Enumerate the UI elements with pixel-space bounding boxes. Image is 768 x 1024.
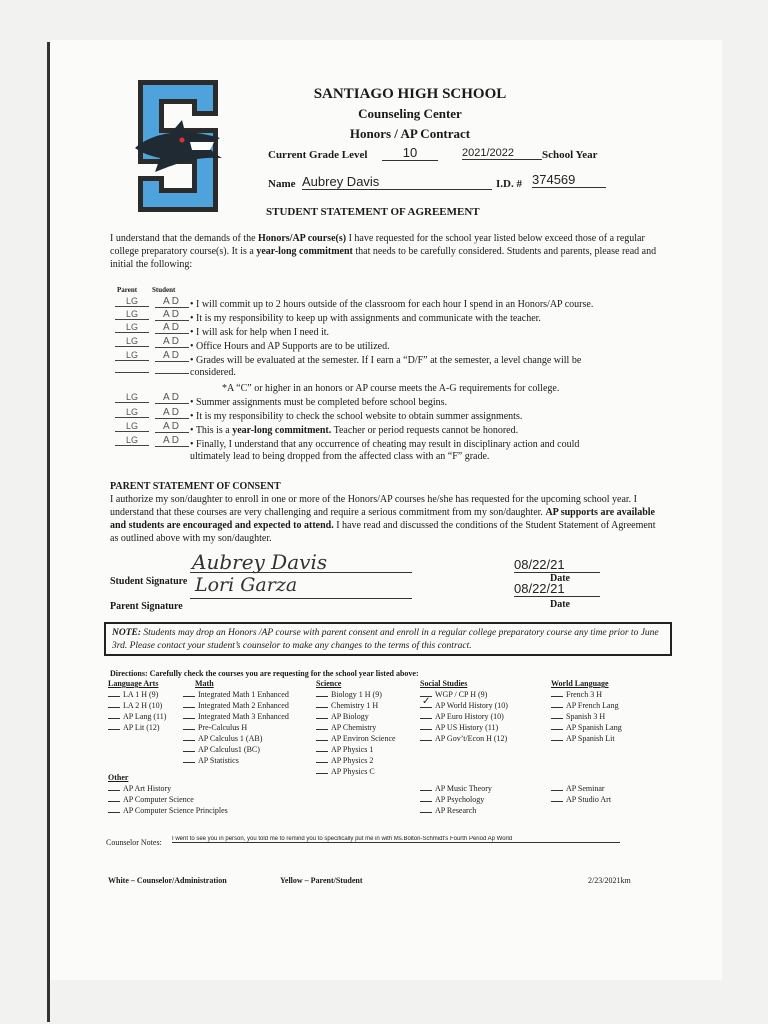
course-option[interactable]: AP French Lang <box>551 700 622 711</box>
course-option[interactable]: AP Euro History (10) <box>420 711 508 722</box>
parent-signature-label: Parent Signature <box>110 601 183 612</box>
science-heading: Science <box>316 679 342 688</box>
initials-row <box>115 322 189 334</box>
parent-date-field[interactable]: 08/22/21 <box>514 581 600 597</box>
world-language-column <box>551 679 622 744</box>
course-option[interactable]: LA 1 H (9) <box>108 689 166 700</box>
parent-initials[interactable]: LG <box>115 296 149 307</box>
school-logo-shark-icon <box>130 76 226 216</box>
initials-row-blank <box>115 362 189 374</box>
id-field[interactable]: 374569 <box>532 172 606 188</box>
footer-form-code: 2/23/2021km <box>588 876 631 885</box>
other-mid-column <box>420 783 492 816</box>
agreement-item: • I will commit up to 2 hours outside of the classroom for each hour I spend in an Honors/AP course. <box>190 299 594 310</box>
student-initials[interactable]: AD <box>155 421 189 433</box>
course-option[interactable]: AP Physics 1 <box>316 744 396 755</box>
parent-initials[interactable]: LG <box>115 322 149 333</box>
course-option[interactable]: AP Environ Science <box>316 733 396 744</box>
course-directions: Directions: Carefully check the courses you are requesting for the school year listed above: <box>110 669 419 678</box>
course-option[interactable]: AP Art History <box>108 783 228 794</box>
course-option[interactable]: Chemistry 1 H <box>316 700 396 711</box>
contract-title: Honors / AP Contract <box>349 126 471 141</box>
student-signature-label: Student Signature <box>110 576 188 587</box>
student-date-field[interactable]: 08/22/21 <box>514 557 600 573</box>
course-option[interactable]: AP Studio Art <box>551 794 611 805</box>
student-initials-blank[interactable] <box>155 362 189 374</box>
course-option[interactable]: AP Psychology <box>420 794 492 805</box>
footer-white-copy: White – Counselor/Administration <box>108 876 227 885</box>
agreement-item: • It is my responsibility to keep up with assignments and communicate with the teacher. <box>190 313 541 324</box>
course-option[interactable]: AP Lang (11) <box>108 711 166 722</box>
agreement-item: • Office Hours and AP Supports are to be utilized. <box>190 341 390 352</box>
course-option[interactable]: AP Lit (12) <box>108 722 166 733</box>
grade-level-label: Current Grade Level <box>268 149 368 161</box>
footer-yellow-copy: Yellow – Parent/Student <box>280 876 363 885</box>
student-initials[interactable]: AD <box>155 350 189 362</box>
other-heading: Other <box>108 773 129 782</box>
language-arts-heading: Language Arts <box>108 679 159 688</box>
school-year-label: School Year <box>542 149 598 161</box>
id-label: I.D. # <box>496 178 522 190</box>
parent-column-label: Parent <box>117 286 138 294</box>
initials-row <box>115 407 189 419</box>
language-arts-column <box>108 679 166 733</box>
agreement-item: • Finally, I understand that any occurrence of cheating may result in disciplinary action and could ultimately lead to being dropped from the affected class with an “F” grade. <box>190 439 580 462</box>
science-column <box>316 679 396 777</box>
agreement-item: • It is my responsibility to check the school website to obtain summer assignments. <box>190 411 523 422</box>
parent-initials[interactable]: LG <box>115 350 149 361</box>
course-option[interactable]: WGP / CP H (9) <box>420 689 508 700</box>
course-option[interactable]: AP Music Theory <box>420 783 492 794</box>
counseling-center-title: Counseling Center <box>358 106 462 121</box>
parent-date-label: Date <box>550 599 570 610</box>
course-option[interactable]: AP Biology <box>316 711 396 722</box>
parent-initials-blank[interactable] <box>115 362 149 373</box>
student-signature-line <box>190 572 412 573</box>
agreement-item: • I will ask for help when I need it. <box>190 327 330 338</box>
initials-row <box>115 336 189 348</box>
course-option[interactable]: AP Seminar <box>551 783 611 794</box>
student-statement-intro: I understand that the demands of the Honors/AP course(s) I have requested for the school year listed below exceed those of a regular college preparatory course(s). It is a year-long commitment that needs to be carefully considered. Students and parents, please read and initial the following: <box>110 233 657 270</box>
course-option[interactable]: Integrated Math 1 Enhanced <box>183 689 289 700</box>
agreement-item: • Summer assignments must be completed before school begins. <box>190 397 448 408</box>
parent-initials[interactable]: LG <box>115 421 149 432</box>
counselor-notes-field[interactable]: I went to see you in person, you told me to remind you to specifically put me in with Ms.Bolton-Schmidt's Fourth Period Ap World <box>172 836 620 843</box>
parent-initials[interactable]: LG <box>115 336 149 347</box>
counselor-notes-label: Counselor Notes: <box>106 838 162 847</box>
course-option[interactable]: Spanish 3 H <box>551 711 622 722</box>
course-option[interactable]: AP Spanish Lang <box>551 722 622 733</box>
name-label: Name <box>268 178 296 190</box>
course-option[interactable]: AP Physics C <box>316 766 396 777</box>
other-column <box>108 773 228 816</box>
student-initials[interactable]: AD <box>155 336 189 348</box>
student-signature[interactable]: Aubrey Davis <box>192 550 328 574</box>
parent-initials[interactable]: LG <box>115 392 149 403</box>
parent-signature-line <box>190 598 412 599</box>
course-option[interactable]: Integrated Math 3 Enhanced <box>183 711 289 722</box>
course-option[interactable]: Pre-Calculus H <box>183 722 289 733</box>
course-option-checked[interactable]: ✓ AP World History (10) <box>422 696 508 710</box>
initials-row <box>115 392 189 404</box>
parent-initials[interactable]: LG <box>115 407 149 418</box>
student-initials[interactable]: AD <box>155 322 189 334</box>
world-language-heading: World Language <box>551 679 609 688</box>
course-option[interactable]: AP Calculus1 (BC) <box>183 744 289 755</box>
student-date-label: Date <box>550 573 570 584</box>
initials-row <box>115 421 189 433</box>
agreement-item: • This is a year-long commitment. Teacher or period requests cannot be honored. <box>190 425 519 436</box>
student-initials[interactable]: AD <box>155 392 189 404</box>
math-column <box>183 679 289 766</box>
parent-initials[interactable]: LG <box>115 435 149 446</box>
course-option[interactable]: AP Calculus 1 (AB) <box>183 733 289 744</box>
student-initials[interactable]: AD <box>155 309 189 321</box>
student-statement-title: STUDENT STATEMENT OF AGREEMENT <box>266 206 480 218</box>
course-option[interactable]: AP Gov’t/Econ H (12) <box>420 733 508 744</box>
course-option[interactable]: AP Chemistry <box>316 722 396 733</box>
parent-consent-title: PARENT STATEMENT OF CONSENT <box>110 481 281 492</box>
checkmark-icon: ✓ <box>422 696 431 707</box>
course-option[interactable]: AP US History (11) <box>420 722 508 733</box>
student-initials[interactable]: AD <box>155 296 189 308</box>
initials-row <box>115 435 189 447</box>
social-studies-column <box>420 679 508 744</box>
initials-row <box>115 309 189 321</box>
drop-policy-note: NOTE: Students may drop an Honors /AP course with parent consent and enroll in a regular college preparatory course any time prior to June 3rd. Please contact your student’s counselor to make any changes to the terms of this contract. <box>104 622 672 656</box>
student-initials[interactable]: AD <box>155 435 189 447</box>
course-option[interactable]: AP Physics 2 <box>316 755 396 766</box>
course-option[interactable]: Integrated Math 2 Enhanced <box>183 700 289 711</box>
school-name: SANTIAGO HIGH SCHOOL <box>313 86 507 102</box>
course-option[interactable]: AP Statistics <box>183 755 289 766</box>
parent-consent-text: I authorize my son/daughter to enroll in one or more of the Honors/AP courses he/she has requested for the upcoming school year. I understand that these courses are very challenging and require a serious commitment from my son/daughter. AP supports are available and students are encouraged and expected to attend. I have read and discussed the conditions of the Student Statement of Agreement as outlined above with my son/daughter. <box>110 494 656 544</box>
grade-level-field[interactable]: 10 <box>382 145 438 161</box>
course-option[interactable]: AP Computer Science <box>108 794 228 805</box>
course-option[interactable]: French 3 H <box>551 689 622 700</box>
parent-signature[interactable]: Lori Garza <box>195 574 298 596</box>
parent-initials[interactable]: LG <box>115 309 149 320</box>
agreement-footnote: *A “C” or higher in an honors or AP course meets the A-G requirements for college. <box>222 383 560 394</box>
course-option[interactable]: LA 2 H (10) <box>108 700 166 711</box>
course-option[interactable]: AP Spanish Lit <box>551 733 622 744</box>
initials-row <box>115 350 189 362</box>
course-option[interactable]: AP Computer Science Principles <box>108 805 228 816</box>
school-year-field[interactable]: 2021/2022 <box>462 147 542 160</box>
student-column-label: Student <box>152 286 176 294</box>
agreement-item: • Grades will be evaluated at the semester. If I earn a “D/F” at the semester, a level change will be considered. <box>190 355 582 378</box>
course-option[interactable]: Biology 1 H (9) <box>316 689 396 700</box>
course-option[interactable]: AP Research <box>420 805 492 816</box>
initials-row <box>115 296 189 308</box>
name-field[interactable]: Aubrey Davis <box>302 174 492 190</box>
math-heading: Math <box>195 679 214 688</box>
student-initials[interactable]: AD <box>155 407 189 419</box>
other-right-column <box>551 783 611 805</box>
social-studies-heading: Social Studies <box>420 679 468 688</box>
